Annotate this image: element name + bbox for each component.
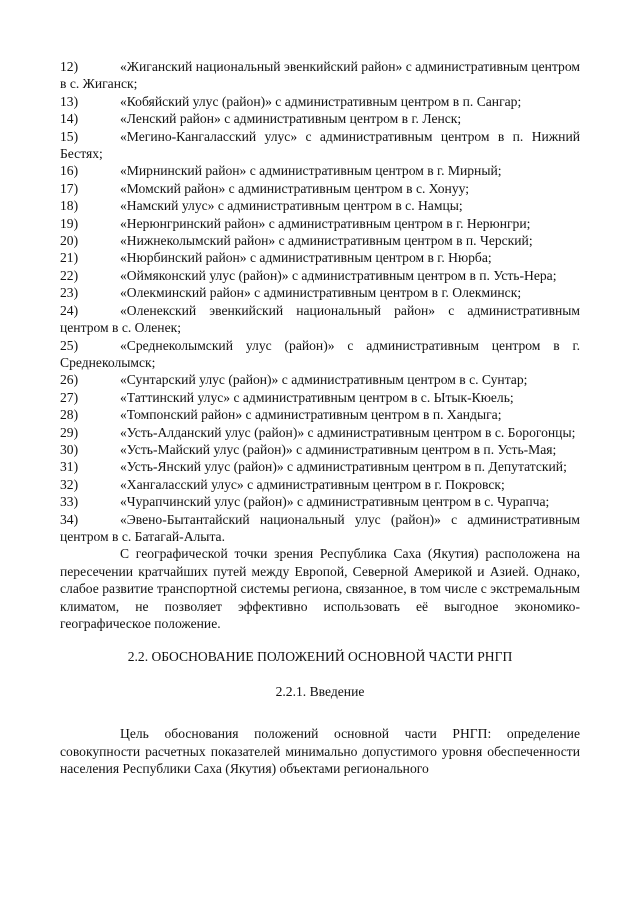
list-item-text: «Момский район» с административным центром в с. Хонуу;	[120, 180, 470, 196]
list-item	[60, 441, 580, 458]
list-item-text: «Олекминский район» с административным центром в г. Олекминск;	[120, 285, 522, 301]
list-item	[60, 337, 580, 372]
list-item	[60, 371, 580, 388]
list-item-number: 27)	[60, 389, 79, 405]
list-item	[60, 389, 580, 406]
list-item-number: 34)	[60, 511, 79, 527]
list-item-text: «Эвено-Бытантайский национальный улус (район)» с административным центром в с. Батагай-Алыта.	[60, 511, 580, 544]
list-item-text: «Усть-Алданский улус (район)» с административным центром в с. Борогонцы;	[120, 424, 576, 440]
list-item-text: «Оймяконский улус (район)» с административным центром в п. Усть-Нера;	[120, 267, 557, 283]
list-item-number: 21)	[60, 250, 79, 266]
list-item-number: 30)	[60, 441, 79, 457]
list-item-text: «Ленский район» с административным центром в г. Ленск;	[120, 111, 462, 127]
list-item	[60, 284, 580, 301]
list-item	[60, 110, 580, 127]
list-item-text: «Сунтарский улус (район)» с административным центром в с. Сунтар;	[120, 372, 528, 388]
list-item-text: «Усть-Янский улус (район)» с административным центром в п. Депутатский;	[120, 459, 567, 475]
list-item	[60, 180, 580, 197]
list-item	[60, 197, 580, 214]
list-item-text: «Чурапчинский улус (район)» с административным центром в с. Чурапча;	[120, 494, 550, 510]
list-item-text: «Нижнеколымский район» с административным центром в п. Черский;	[120, 233, 533, 249]
list-item	[60, 162, 580, 179]
list-item-number: 26)	[60, 372, 79, 388]
list-item-number: 31)	[60, 459, 79, 475]
list-item-number: 24)	[60, 302, 79, 318]
list-item-number: 17)	[60, 180, 79, 196]
list-item-number: 29)	[60, 424, 79, 440]
district-list	[60, 58, 580, 545]
list-item-text: «Хангаласский улус» с административным центром в г. Покровск;	[120, 476, 505, 492]
section-heading: 2.2. ОБОСНОВАНИЕ ПОЛОЖЕНИЙ ОСНОВНОЙ ЧАСТИ РНГП	[127, 649, 513, 665]
list-item-number: 14)	[60, 111, 79, 127]
list-item	[60, 511, 580, 546]
list-item-number: 15)	[60, 128, 79, 144]
list-item-text: «Среднеколымский улус (район)» с административным центром в г. Среднеколымск;	[60, 337, 580, 370]
list-item-number: 25)	[60, 337, 79, 353]
list-item-text: «Томпонский район» с административным центром в п. Хандыга;	[120, 407, 502, 423]
list-item	[60, 458, 580, 475]
purpose-paragraph: Цель обоснования положений основной части РНГП: определение совокупности расчетных показателей минимально допустимого уровня обеспеченности населения Республики Саха (Якутия) объектами регионального	[60, 726, 580, 777]
list-item	[60, 406, 580, 423]
list-item-number: 13)	[60, 93, 79, 109]
list-item-number: 22)	[60, 267, 79, 283]
list-item-text: «Таттинский улус» с административным центром в с. Ытык-Кюель;	[120, 389, 514, 405]
subsection-heading: 2.2.1. Введение	[275, 683, 365, 699]
list-item-text: «Оленекский эвенкийский национальный район» с административным центром в с. Оленек;	[60, 302, 580, 336]
list-item	[60, 128, 580, 163]
list-item-number: 19)	[60, 215, 79, 231]
document-page	[60, 58, 580, 777]
list-item-text: «Усть-Майский улус (район)» с административным центром в п. Усть-Мая;	[120, 441, 557, 457]
list-item-text: «Мегино-Кангаласский улус» с административным центром в п. Нижний Бестях;	[60, 128, 580, 162]
list-item-text: «Мирнинский район» с административным центром в г. Мирный;	[120, 163, 502, 179]
list-item-number: 28)	[60, 407, 79, 423]
list-item	[60, 476, 580, 493]
list-item	[60, 58, 580, 93]
list-item-text: «Жиганский национальный эвенкийский район» с административным центром в с. Жиганск;	[60, 59, 580, 92]
list-item	[60, 249, 580, 266]
list-item-number: 20)	[60, 233, 79, 249]
list-item	[60, 424, 580, 441]
geography-paragraph: С географической точки зрения Республика Саха (Якутия) расположена на пересечении кратчайших путей между Европой, Северной Америкой и Азией. Однако, слабое развитие транспортной системы региона, связанное, в том числе с экстремальным климатом, не позволяет эффективно использовать её выгодное экономико-географическое положение.	[60, 546, 580, 631]
list-item	[60, 302, 580, 337]
list-item	[60, 232, 580, 249]
list-item-text: «Кобяйский улус (район)» с административным центром в п. Сангар;	[120, 93, 522, 109]
list-item-number: 32)	[60, 476, 79, 492]
list-item	[60, 267, 580, 284]
list-item-number: 33)	[60, 494, 79, 510]
list-item-number: 16)	[60, 163, 79, 179]
list-item-number: 12)	[60, 59, 79, 74]
list-item-text: «Нюрбинский район» с административным центром в г. Нюрба;	[120, 250, 492, 266]
list-item-text: «Намский улус» с административным центром в с. Намцы;	[120, 198, 463, 214]
list-item-number: 18)	[60, 198, 79, 214]
list-item-text: «Нерюнгринский район» с административным центром в г. Нерюнгри;	[120, 215, 531, 231]
list-item	[60, 493, 580, 510]
list-item-number: 23)	[60, 285, 79, 301]
list-item	[60, 93, 580, 110]
list-item	[60, 215, 580, 232]
